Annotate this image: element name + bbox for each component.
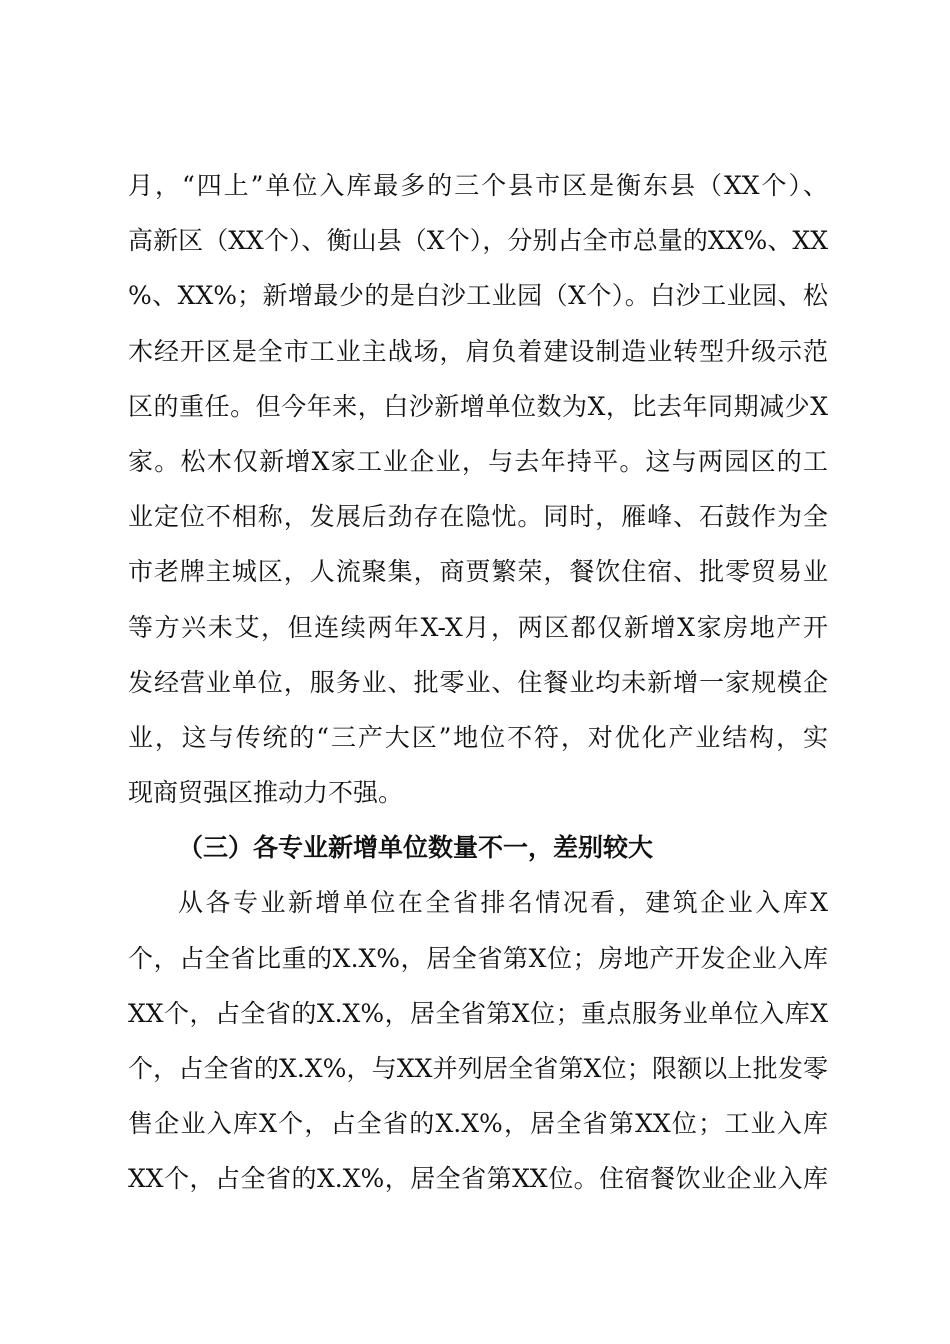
paragraph-line: 等方兴未艾，但连续两年X-X月，两区都仅新增X家房地产开: [128, 612, 828, 642]
paragraph-line: 发经营业单位，服务业、批零业、住餐业均未新增一家规模企: [128, 667, 828, 697]
paragraph-line: 从各专业新增单位在全省排名情况看，建筑企业入库X: [178, 888, 828, 918]
paragraph-line: 业，这与传统的“三产大区”地位不符，对优化产业结构，实: [128, 722, 828, 752]
paragraph-line: 现商贸强区推动力不强。: [128, 778, 404, 808]
paragraph-line: 区的重任。但今年来，白沙新增单位数为X，比去年同期减少X: [128, 391, 828, 421]
paragraph-line: 个，占全省比重的X.X%，居全省第X位；房地产开发企业入库: [128, 943, 828, 973]
paragraph-line: %、XX%；新增最少的是白沙工业园（X个）。白沙工业园、松: [128, 281, 828, 311]
document-body: [128, 158, 828, 1207]
section-heading: （三）各专业新增单位数量不一，差别较大: [178, 833, 654, 863]
paragraph-line: 业定位不相称，发展后劲存在隐忧。同时，雁峰、石鼓作为全: [128, 502, 828, 532]
paragraph-line: 木经开区是全市工业主战场，肩负着建设制造业转型升级示范: [128, 336, 828, 366]
paragraph-line: 家。松木仅新增X家工业企业，与去年持平。这与两园区的工: [128, 446, 828, 476]
paragraph-line: XX个，占全省的X.X%，居全省第X位；重点服务业单位入库X: [128, 998, 828, 1028]
paragraph-line: 售企业入库X个，占全省的X.X%，居全省第XX位；工业入库: [128, 1109, 828, 1139]
paragraph-line: 个，占全省的X.X%，与XX并列居全省第X位；限额以上批发零: [128, 1054, 828, 1083]
paragraph-line: 市老牌主城区，人流聚集，商贾繁荣，餐饮住宿、批零贸易业: [128, 557, 828, 587]
paragraph-line: 月，“四上”单位入库最多的三个县市区是衡东县（XX个）、: [128, 171, 828, 200]
paragraph-line: XX个，占全省的X.X%，居全省第XX位。住宿餐饮业企业入库: [128, 1164, 828, 1194]
paragraph-line: 高新区（XX个）、衡山县（X个），分别占全市总量的XX%、XX: [128, 226, 828, 256]
